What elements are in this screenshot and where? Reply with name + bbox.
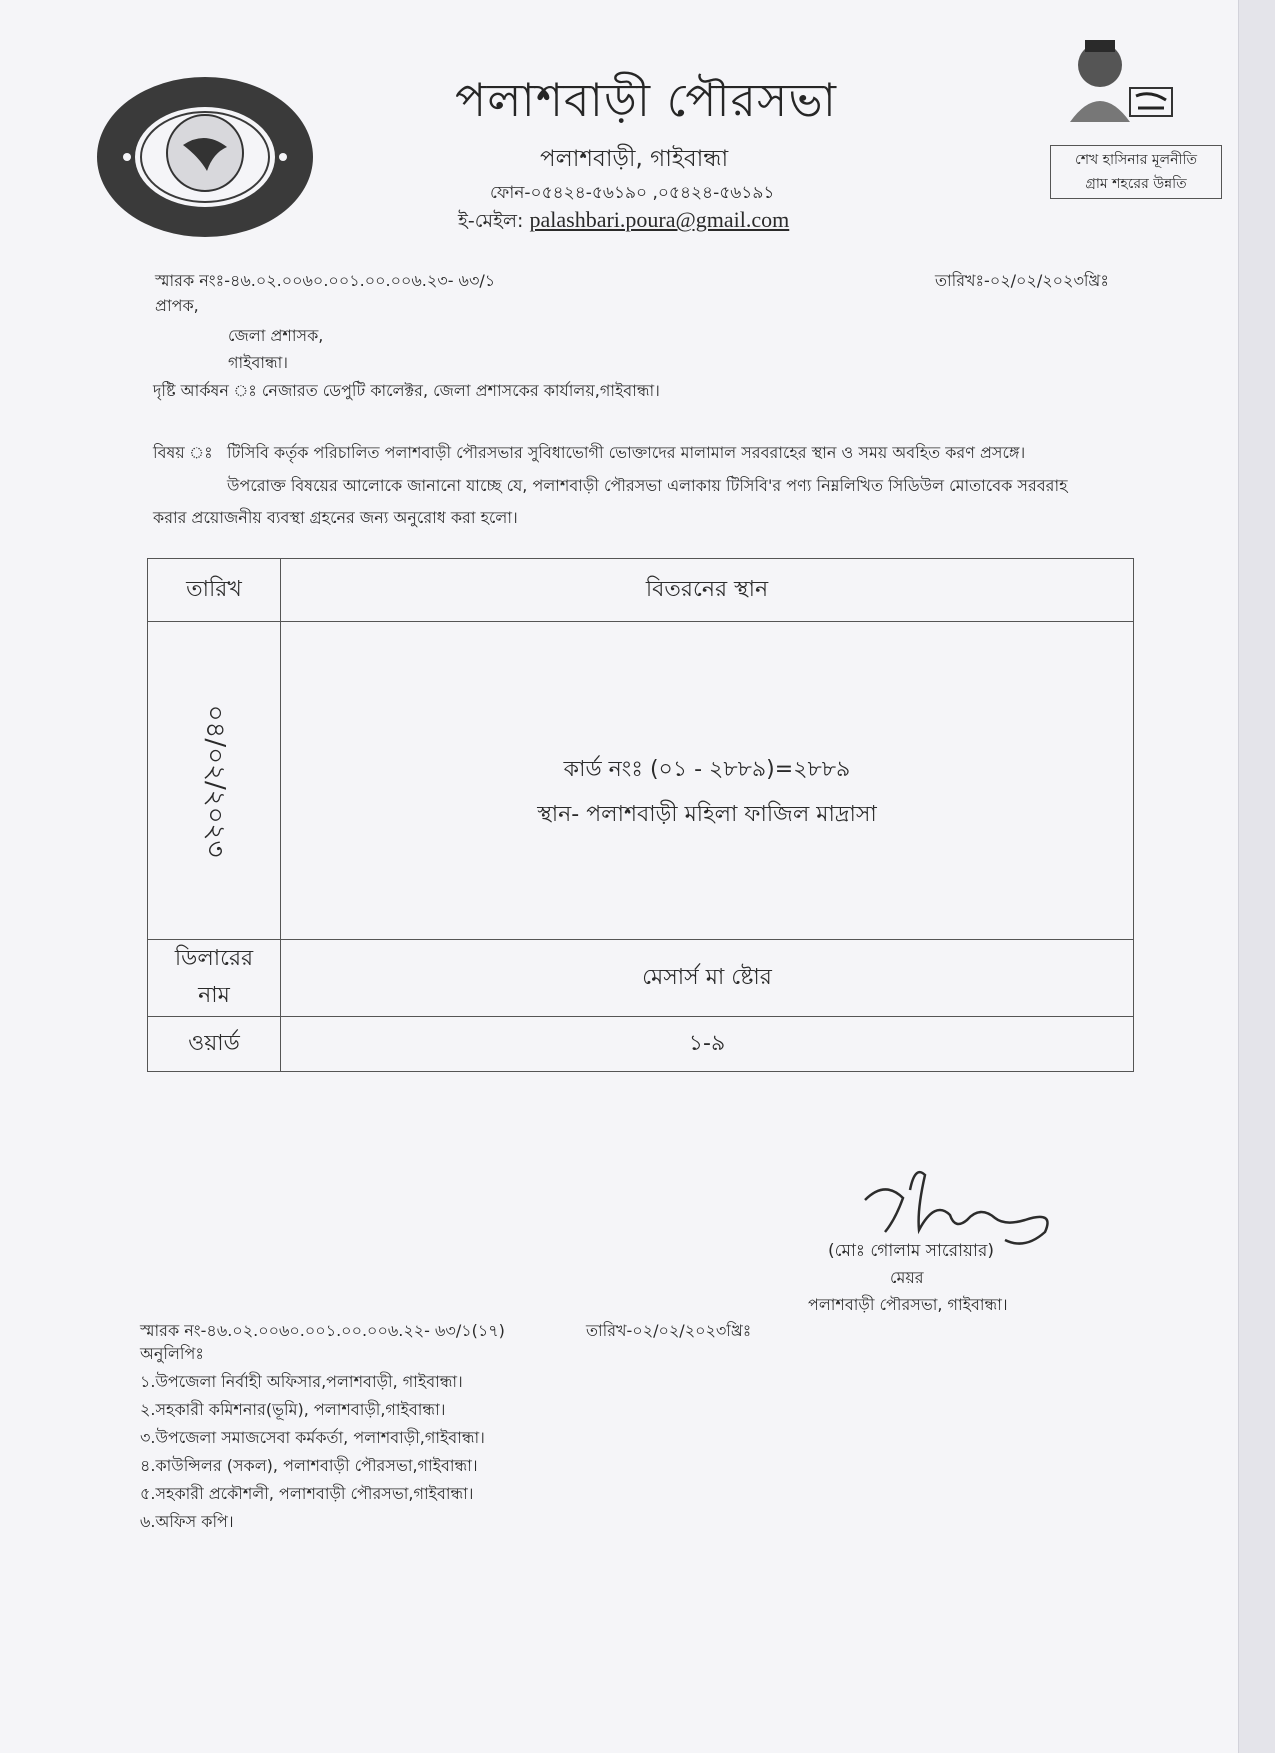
dealer-name: মেসার্স মা ষ্টোর [281, 940, 1134, 1017]
signatory-name: (মোঃ গোলাম সারোয়ার) [828, 1241, 994, 1261]
attention-line: দৃষ্টি আর্কষন ঃ নেজারত ডেপুটি কালেক্টর, জেলা প্রশাসকের কার্যালয়,গাইবান্ধা। [153, 381, 660, 400]
list-item: ৬.অফিস কপি। [140, 1512, 234, 1531]
dealer-label-line-2: নাম [198, 983, 230, 1008]
dealer-label-cell [148, 940, 281, 1017]
body-line-1: উপরোক্ত বিষয়ের আলোকে জানানো যাচ্ছে যে, পলাশবাড়ী পৌরসভা এলাকায় টিসিবি'র পণ্য নিম্নলিখিত সিডিউল মোতাবেক সরবরাহ [227, 476, 1068, 495]
letter-date: তারিখঃ-০২/০২/২০২৩খ্রিঃ [935, 271, 1109, 290]
table-row [148, 622, 1134, 940]
list-item: ৩.উপজেলা সমাজসেবা কর্মকর্তা, পলাশবাড়ী,গাইবান্ধা। [140, 1428, 485, 1447]
to-label: প্রাপক, [155, 296, 199, 315]
list-item: ২.সহকারী কমিশনার(ভূমি), পলাশবাড়ী,গাইবান্ধা। [140, 1400, 446, 1419]
subject-text: টিসিবি কর্তৃক পরিচালিত পলাশবাড়ী পৌরসভার সুবিধাভোগী ভোক্তাদের মালামাল সরবরাহের স্থান ও সময় অবহিত করণ প্রসঙ্গে। [227, 443, 1026, 462]
dealer-label-line-1: ডিলারের [174, 946, 254, 971]
phone-numbers: ফোন-০৫৪২৪-৫৬১৯০ ,০৫৪২৪-৫৬১৯১ [490, 183, 775, 203]
paper-edge [1238, 0, 1275, 1753]
signatory-designation: মেয়র [890, 1268, 924, 1287]
mujib-borsho-logo-icon [1060, 30, 1180, 125]
memo-number: স্মারক নংঃ-৪৬.০২.০০৬০.০০১.০০.০০৬.২৩- ৬৩/১ [155, 271, 496, 290]
signatory-office: পলাশবাড়ী পৌরসভা, গাইবান্ধা। [808, 1295, 1008, 1314]
list-item: ১.উপজেলা নির্বাহী অফিসার,পলাশবাড়ী, গাইবান্ধা। [140, 1372, 463, 1391]
recipient-place: গাইবান্ধা। [228, 353, 289, 372]
slogan-line-2: গ্রাম শহরের উন্নতি [1085, 176, 1187, 192]
copy-list [140, 1340, 485, 1536]
copy-date: তারিখ-০২/০২/২০২৩খ্রিঃ [586, 1321, 752, 1340]
copy-memo-number: স্মারক নং-৪৬.০২.০০৬০.০০১.০০.০০৬.২২- ৬৩/১(১৭) [140, 1321, 505, 1340]
col-header-place: বিতরনের স্থান [281, 559, 1134, 622]
copy-list-label: অনুলিপিঃ [140, 1344, 204, 1363]
table-header-row [148, 559, 1134, 622]
email-link[interactable]: palashbari.poura@gmail.com [529, 207, 790, 232]
col-header-date: তারিখ [148, 559, 281, 622]
office-address: পলাশবাড়ী, গাইবান্ধা [540, 146, 729, 172]
schedule-table [147, 558, 1134, 1072]
recipient: জেলা প্রশাসক, [228, 326, 324, 345]
slogan-line-1: শেখ হাসিনার মূলনীতি [1075, 152, 1197, 168]
slogan-box [1050, 145, 1222, 199]
ward-label: ওয়ার্ড [148, 1017, 281, 1072]
card-range: কার্ড নংঃ (০১ - ২৮৮৯)=২৮৮৯ [563, 756, 851, 782]
subject-label: বিষয় ঃ [153, 443, 213, 462]
distribution-date-cell [148, 622, 281, 940]
table-row [148, 940, 1134, 1017]
list-item: ৫.সহকারী প্রকৌশলী, পলাশবাড়ী পৌরসভা,গাইবান্ধা। [140, 1484, 474, 1503]
email-label: ই-মেইল: [458, 210, 524, 232]
list-item: ৪.কাউন্সিলর (সকল), পলাশবাড়ী পৌরসভা,গাইবান্ধা। [140, 1456, 478, 1475]
distribution-date: ০৪/০২/২০২৩ [200, 704, 230, 857]
email-line [458, 207, 789, 239]
body-line-2: করার প্রয়োজনীয় ব্যবস্থা গ্রহনের জন্য অনুরোধ করা হলো। [153, 508, 518, 527]
ward-value: ১-৯ [281, 1017, 1134, 1072]
table-row [148, 1017, 1134, 1072]
page-title: পলাশবাড়ী পৌরসভা [455, 73, 837, 127]
distribution-place: স্থান- পলাশবাড়ী মহিলা ফাজিল মাদ্রাসা [537, 801, 877, 827]
municipality-seal-icon [95, 75, 315, 240]
distribution-place-cell [281, 622, 1134, 940]
